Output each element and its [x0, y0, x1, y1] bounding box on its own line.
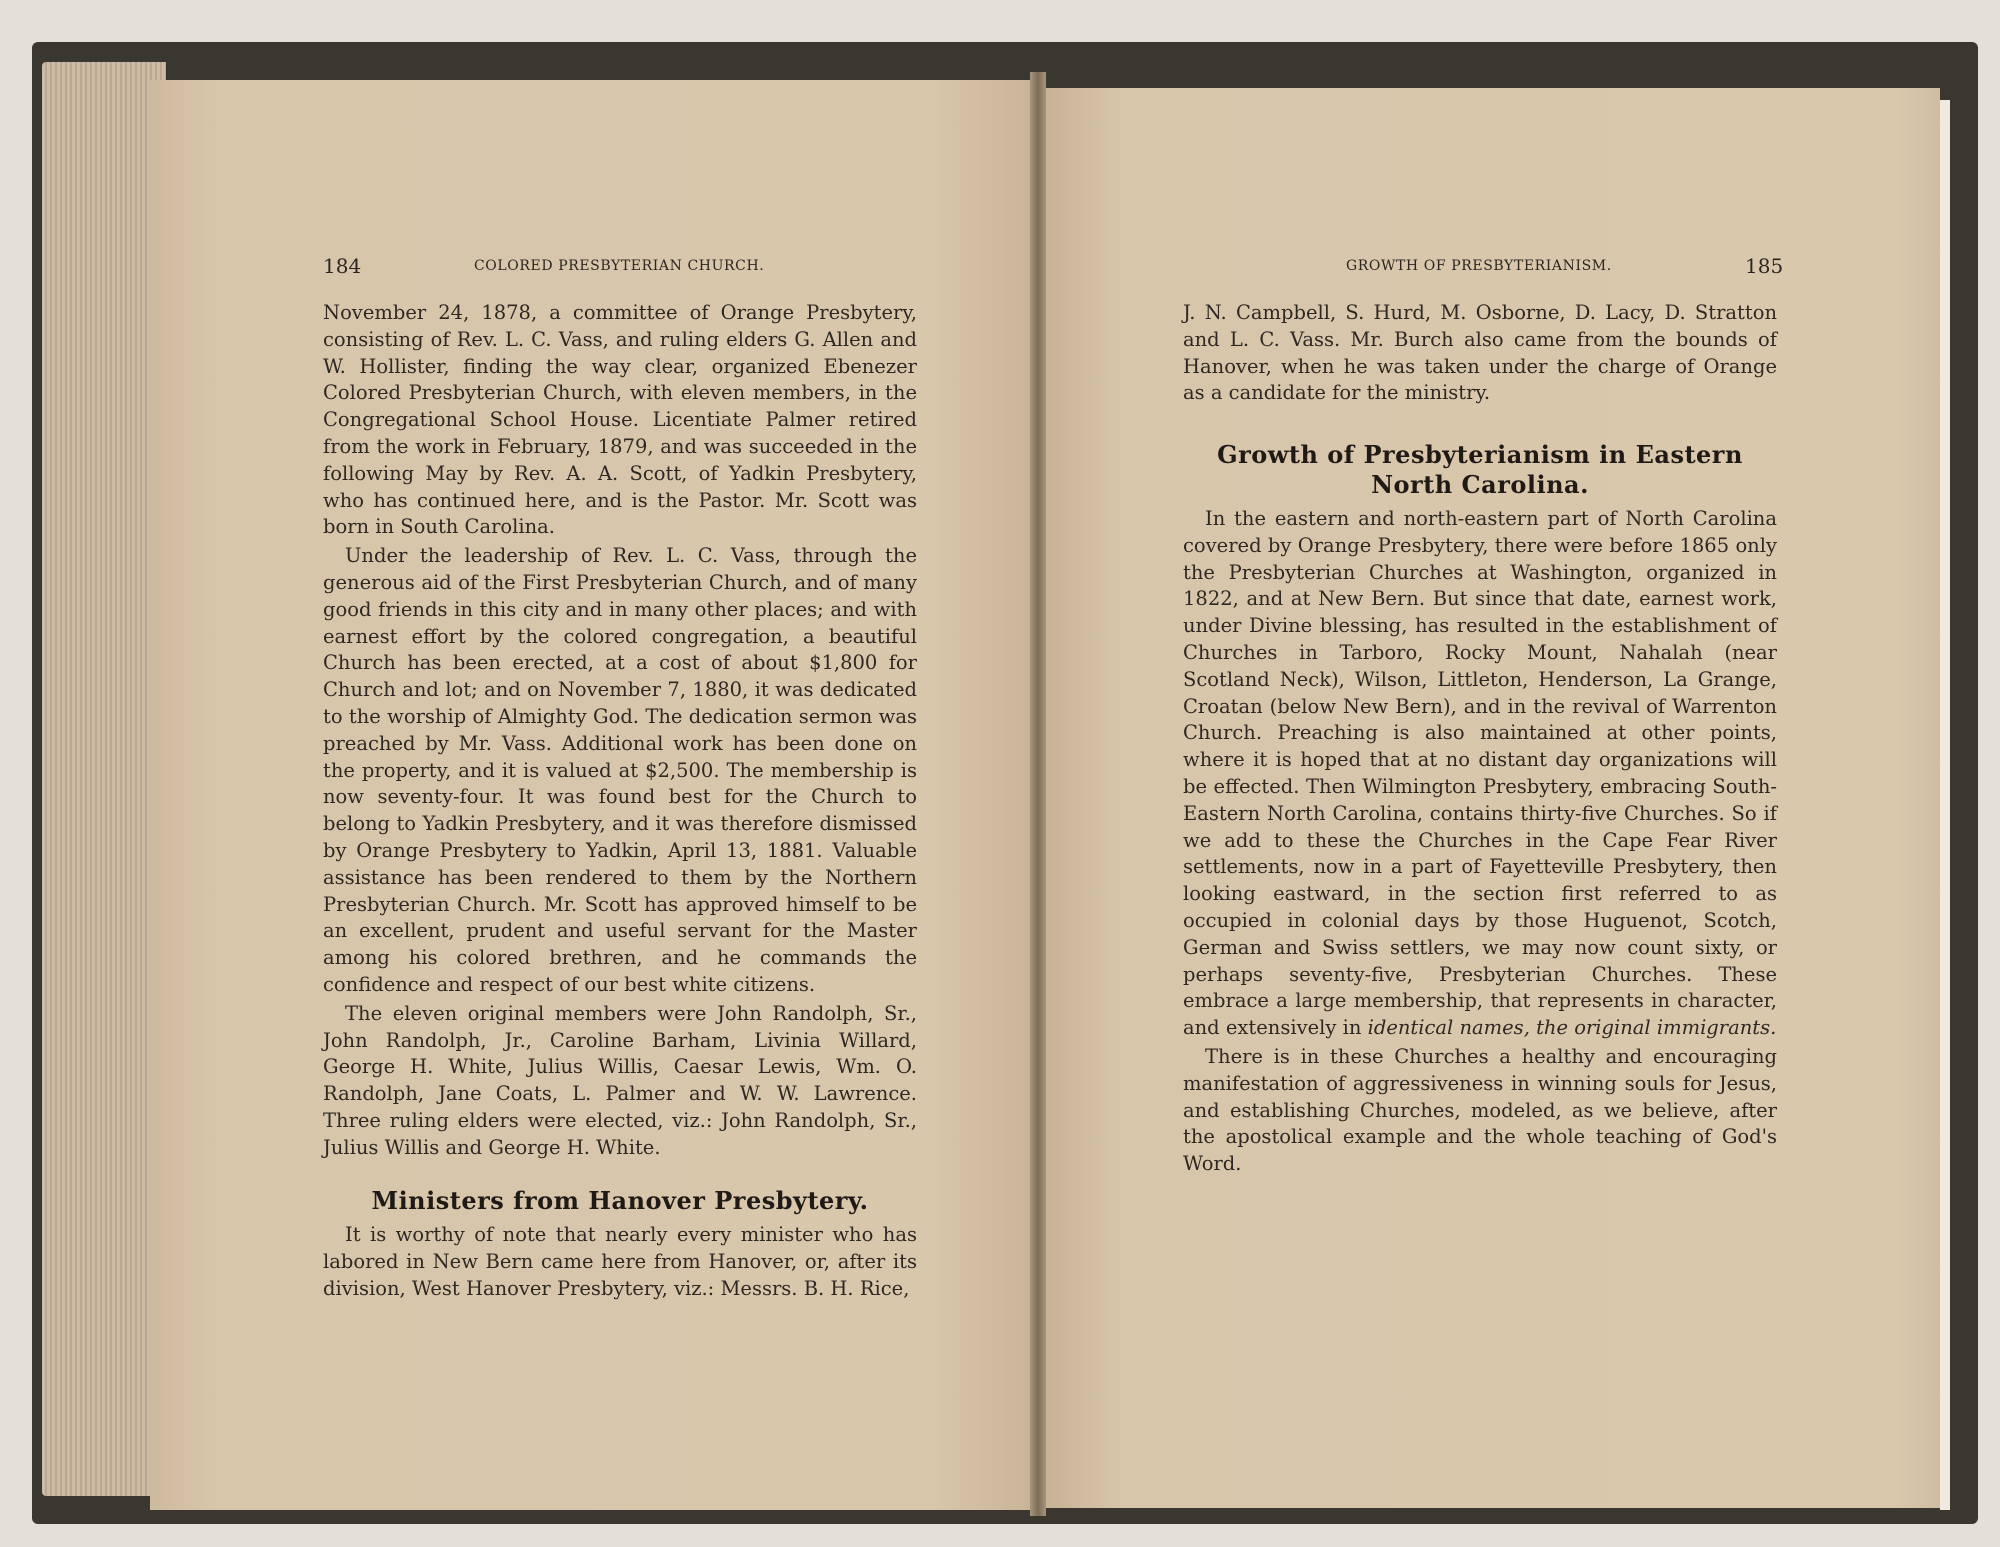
left-section-heading: Ministers from Hanover Presbytery. — [371, 1186, 869, 1215]
left-page-number: 184 — [323, 254, 362, 278]
left-paragraph-1: November 24, 1878, a committee of Orange Presbytery, consisting of Rev. L. C. Vass, and ruling elders G. Allen and W. Hollister, finding the way clear, organized Ebenezer Colored Presbyterian Church, with eleven members, in the Congregational School House. Licentiate Palmer retired from the work in February, 1879, and was succeeded in the following May by Rev. A. A. Scott, of Yadkin Presbytery, who has continued here, and is the Pastor. Mr. Scott was born in South Carolina. — [323, 301, 917, 539]
left-text-column — [323, 300, 917, 1162]
right-text-column — [1183, 300, 1777, 407]
right-continuation: J. N. Campbell, S. Hurd, M. Osborne, D. Lacy, D. Stratton and L. C. Vass. Mr. Burch also came from the bounds of Hanover, when he was taken under the charge of Orange as a candidate for the ministry. — [1183, 301, 1777, 405]
book-gutter — [1030, 72, 1046, 1516]
left-section-paragraph: It is worthy of note that nearly every minister who has labored in New Bern came here from Hanover, or, after its division, West Hanover Presbytery, viz.: Messrs. B. H. Rice, — [323, 1223, 917, 1300]
right-paragraph-1 — [1183, 506, 1777, 1042]
right-heading-line-1: Growth of Presbyterianism in Eastern — [1217, 440, 1743, 469]
right-paragraph-1-text: In the eastern and north-eastern part of North Carolina covered by Orange Presbytery, there were before 1865 only the Presbyterian Churches at Washington, organized in 1822, and at New Bern. But since that date, earnest work, under Divine blessing, has resulted in the establishment of Churches in Tarboro, Rocky Mount, Nahalah (near Scotland Neck), Wilson, Littleton, Henderson, La Grange, Croatan (below New Bern), and in the revival of Warrenton Church. Preaching is also maintained at other points, where it is hoped that at no distant day organizations will be effected. Then Wilmington Presbytery, embracing South-Eastern North Carolina, contains thirty-five Churches. So if we add to these the Churches in the Cape Fear River settlements, now in a part of Fayetteville Presbytery, then looking eastward, in the section first referred to as occupied in colonial days by those Huguenot, Scotch, German and Swiss settlers, we may now count sixty, or perhaps seventy-five, Presbyterian Churches. These embrace a large membership, that represents in character, and extensively in — [1183, 507, 1777, 1040]
right-paragraph-1-italic: identical names, the original immigrants. — [1367, 1016, 1777, 1040]
right-section-column — [1183, 506, 1777, 1178]
right-page-number: 185 — [1745, 254, 1784, 278]
page-block-edge — [42, 62, 166, 1496]
right-page-edge — [1940, 100, 1950, 1510]
left-section-column — [323, 1222, 917, 1302]
right-heading-line-2: North Carolina. — [1371, 470, 1589, 499]
left-paragraph-2: Under the leadership of Rev. L. C. Vass, through the generous aid of the First Presbyterian Church, and of many good friends in this city and in many other places; and with earnest effort by the colored congregation, a beautiful Church has been erected, at a cost of about $1,800 for Church and lot; and on November 7, 1880, it was dedicated to the worship of Almighty God. The dedication sermon was preached by Mr. Vass. Additional work has been done on the property, and it is valued at $2,500. The membership is now seventy-four. It was found best for the Church to belong to Yadkin Presbytery, and it was therefore dismissed by Orange Presbytery to Yadkin, April 13, 1881. Valuable assistance has been rendered to them by the Northern Presbyterian Church. Mr. Scott has approved himself to be an excellent, prudent and useful servant for the Master among his colored brethren, and he commands the confidence and respect of our best white citizens. — [323, 544, 917, 996]
right-running-head: GROWTH OF PRESBYTERIANISM. — [1346, 258, 1612, 274]
left-paragraph-3: The eleven original members were John Randolph, Sr., John Randolph, Jr., Caroline Barham, Livinia Willard, George H. White, Julius Willis, Caesar Lewis, Wm. O. Randolph, Jane Coats, L. Palmer and W. W. Lawrence. Three ruling elders were elected, viz.: John Randolph, Sr., Julius Willis and George H. White. — [323, 1001, 917, 1159]
right-section-heading — [1183, 440, 1777, 500]
left-running-head: COLORED PRESBYTERIAN CHURCH. — [474, 258, 765, 274]
right-paragraph-2: There is in these Churches a healthy and encouraging manifestation of aggressiveness in winning souls for Jesus, and establishing Churches, modeled, as we believe, after the apostolical example and the whole teaching of God's Word. — [1183, 1044, 1777, 1176]
